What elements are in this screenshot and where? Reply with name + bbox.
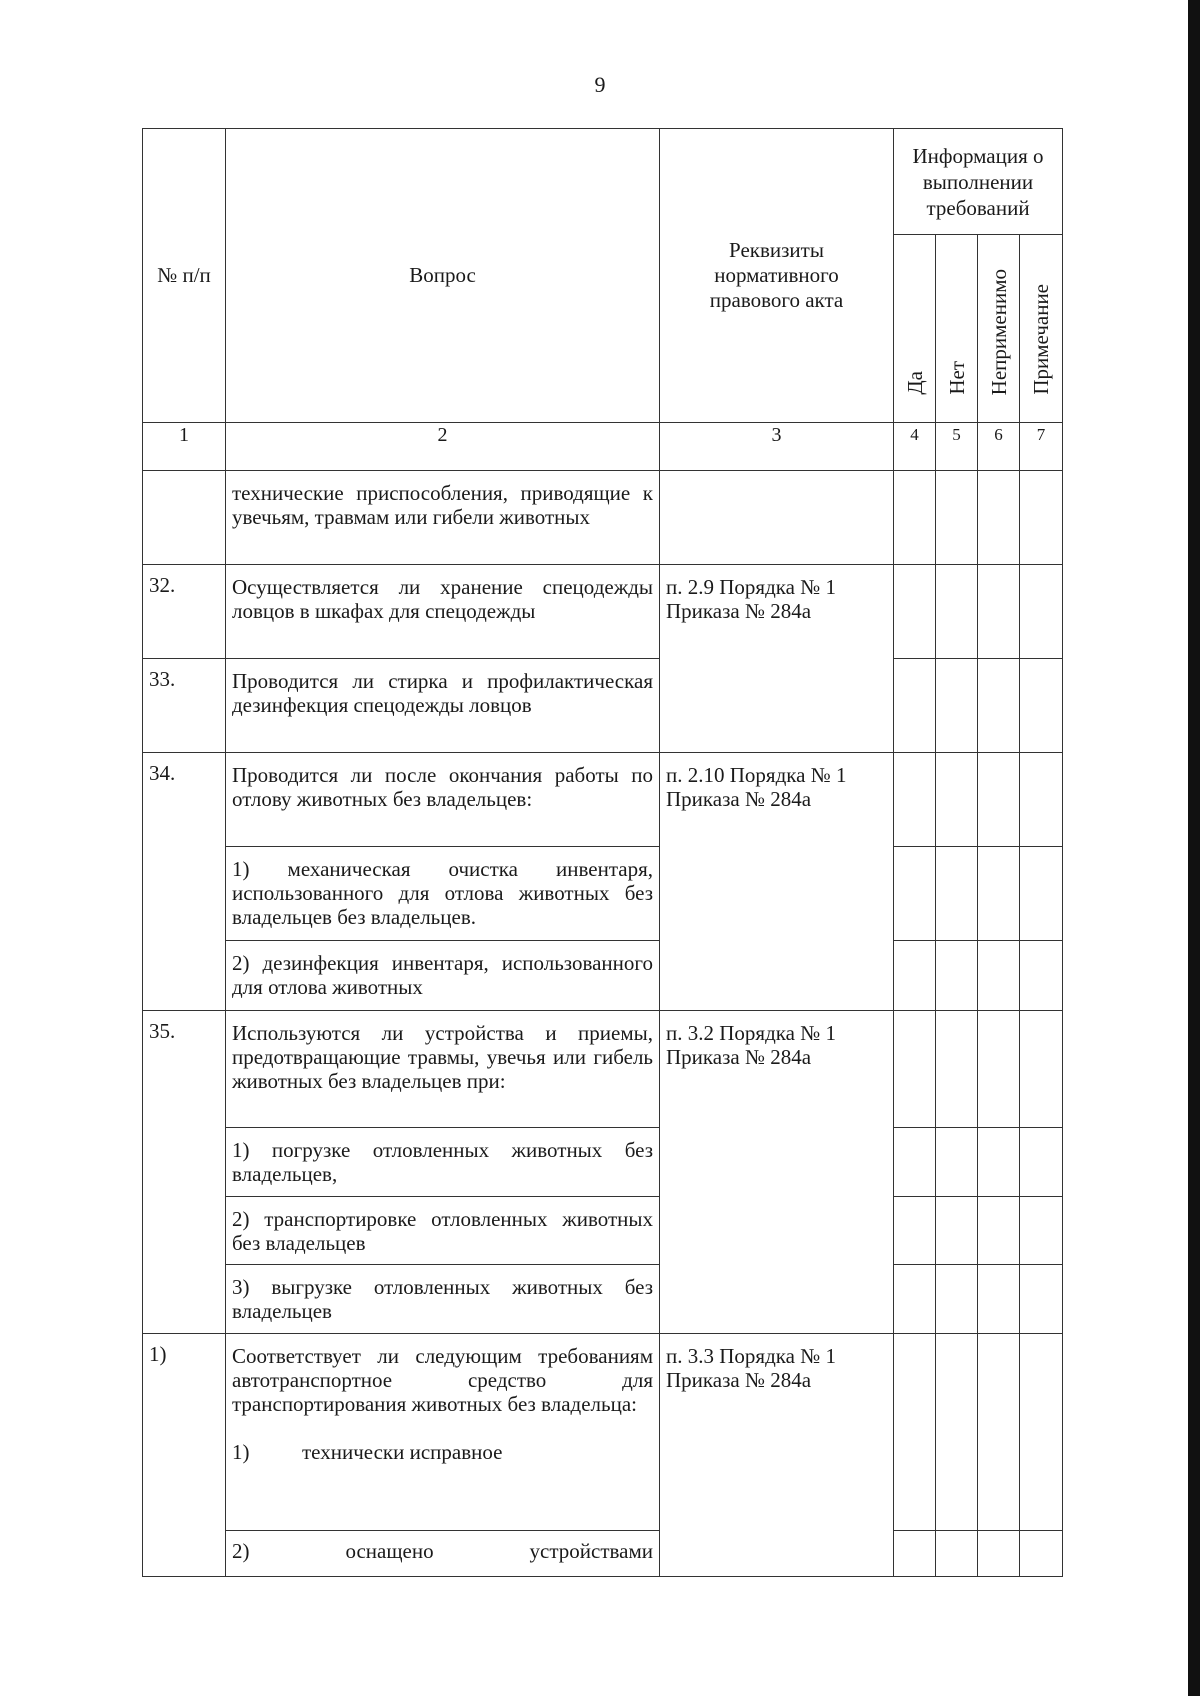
header-reference bbox=[660, 129, 894, 423]
na-cell[interactable] bbox=[978, 1334, 1020, 1531]
na-cell[interactable] bbox=[978, 847, 1020, 941]
table-row bbox=[143, 1334, 1063, 1531]
yes-cell[interactable] bbox=[894, 471, 936, 565]
table-row bbox=[143, 1531, 1063, 1577]
question-cell: 1) механическая очистка инвентаря, использованного для отлова животных без владельцев без владельцев. bbox=[226, 847, 660, 941]
note-cell[interactable] bbox=[1020, 1197, 1063, 1265]
header-note-label: Примечание bbox=[1029, 284, 1053, 395]
reference-cell: п. 2.10 Порядка № 1 Приказа № 284а bbox=[660, 753, 894, 1011]
table-row bbox=[143, 565, 1063, 659]
header-info bbox=[894, 129, 1063, 235]
note-cell[interactable] bbox=[1020, 847, 1063, 941]
na-cell[interactable] bbox=[978, 565, 1020, 659]
yes-cell[interactable] bbox=[894, 1128, 936, 1197]
index-row bbox=[143, 423, 1063, 471]
no-cell[interactable] bbox=[936, 847, 978, 941]
reference-cell: п. 2.9 Порядка № 1 Приказа № 284а bbox=[660, 565, 894, 753]
na-cell[interactable] bbox=[978, 941, 1020, 1011]
no-cell[interactable] bbox=[936, 1265, 978, 1334]
question-text: Соответствует ли следующим требованиям автотранспортное средство для транспортирования животных без владельца: bbox=[232, 1344, 653, 1416]
row-number-cell bbox=[143, 471, 226, 565]
index-cell-7: 7 bbox=[1020, 423, 1063, 471]
header-yes bbox=[894, 235, 936, 423]
yes-cell[interactable] bbox=[894, 941, 936, 1011]
row-number: 1) bbox=[143, 1334, 226, 1577]
na-cell[interactable] bbox=[978, 1531, 1020, 1577]
sub-item-text: технически исправное bbox=[302, 1440, 503, 1464]
note-cell[interactable] bbox=[1020, 659, 1063, 753]
index-cell-6: 6 bbox=[978, 423, 1020, 471]
na-cell[interactable] bbox=[978, 1128, 1020, 1197]
yes-cell[interactable] bbox=[894, 1334, 936, 1531]
table-row bbox=[143, 1011, 1063, 1128]
yes-cell[interactable] bbox=[894, 659, 936, 753]
header-info-text: Информация о выполнении требований bbox=[912, 143, 1044, 220]
na-cell[interactable] bbox=[978, 1197, 1020, 1265]
page-number: 9 bbox=[594, 72, 606, 97]
row-number: 34. bbox=[143, 753, 226, 1011]
sub-item bbox=[232, 1440, 653, 1464]
no-cell[interactable] bbox=[936, 1128, 978, 1197]
question-cell: Осуществляется ли хранение спецодежды ловцов в шкафах для спецодежды bbox=[226, 565, 660, 659]
question-cell: Проводится ли после окончания работы по отлову животных без владельцев: bbox=[226, 753, 660, 847]
note-cell[interactable] bbox=[1020, 1011, 1063, 1128]
question-cell: технические приспособления, приводящие к увечьям, травмам или гибели животных bbox=[226, 471, 660, 565]
header-question: Вопрос bbox=[226, 129, 660, 423]
question-cell: 2) оснащено устройствами bbox=[226, 1531, 660, 1577]
no-cell[interactable] bbox=[936, 1197, 978, 1265]
yes-cell[interactable] bbox=[894, 565, 936, 659]
na-cell[interactable] bbox=[978, 471, 1020, 565]
note-cell[interactable] bbox=[1020, 1265, 1063, 1334]
note-cell[interactable] bbox=[1020, 1531, 1063, 1577]
no-cell[interactable] bbox=[936, 1531, 978, 1577]
row-number: 32. bbox=[143, 565, 226, 659]
question-cell: 2) дезинфекция инвентаря, использованного для отлова животных bbox=[226, 941, 660, 1011]
note-cell[interactable] bbox=[1020, 753, 1063, 847]
yes-cell[interactable] bbox=[894, 753, 936, 847]
reference-cell bbox=[660, 471, 894, 565]
checklist-table bbox=[142, 128, 1063, 1577]
header-row-top bbox=[143, 129, 1063, 235]
header-yes-label: Да bbox=[902, 371, 927, 395]
note-cell[interactable] bbox=[1020, 941, 1063, 1011]
question-cell: Проводится ли стирка и профилактическая дезинфекция спецодежды ловцов bbox=[226, 659, 660, 753]
table-row bbox=[143, 471, 1063, 565]
na-cell[interactable] bbox=[978, 659, 1020, 753]
na-cell[interactable] bbox=[978, 1265, 1020, 1334]
question-cell bbox=[226, 1334, 660, 1531]
yes-cell[interactable] bbox=[894, 1531, 936, 1577]
index-cell-2: 2 bbox=[226, 423, 660, 471]
no-cell[interactable] bbox=[936, 941, 978, 1011]
yes-cell[interactable] bbox=[894, 1011, 936, 1128]
table-row bbox=[143, 1265, 1063, 1334]
header-reference-text: Реквизиты нормативного правового акта bbox=[709, 238, 844, 312]
question-cell: 2) транспортировке отловленных животных без владельцев bbox=[226, 1197, 660, 1265]
table-row bbox=[143, 1197, 1063, 1265]
note-cell[interactable] bbox=[1020, 565, 1063, 659]
no-cell[interactable] bbox=[936, 753, 978, 847]
index-cell-5: 5 bbox=[936, 423, 978, 471]
table-row bbox=[143, 941, 1063, 1011]
table-row bbox=[143, 1128, 1063, 1197]
index-cell-4: 4 bbox=[894, 423, 936, 471]
question-cell: 3) выгрузке отловленных животных без владельцев bbox=[226, 1265, 660, 1334]
header-no-label: Нет bbox=[944, 361, 969, 395]
header-note bbox=[1020, 235, 1063, 423]
reference-cell: п. 3.3 Порядка № 1 Приказа № 284а bbox=[660, 1334, 894, 1577]
index-cell-3: 3 bbox=[660, 423, 894, 471]
sub-item-number: 1) bbox=[232, 1440, 250, 1464]
no-cell[interactable] bbox=[936, 565, 978, 659]
no-cell[interactable] bbox=[936, 1334, 978, 1531]
table-row bbox=[143, 847, 1063, 941]
header-no bbox=[936, 235, 978, 423]
no-cell[interactable] bbox=[936, 1011, 978, 1128]
header-na-label: Неприменимо bbox=[986, 268, 1011, 395]
note-cell[interactable] bbox=[1020, 1334, 1063, 1531]
no-cell[interactable] bbox=[936, 471, 978, 565]
index-cell-1: 1 bbox=[143, 423, 226, 471]
note-cell[interactable] bbox=[1020, 471, 1063, 565]
question-cell: Используются ли устройства и приемы, предотвращающие травмы, увечья или гибель животных без владельцев при: bbox=[226, 1011, 660, 1128]
na-cell[interactable] bbox=[978, 1011, 1020, 1128]
no-cell[interactable] bbox=[936, 659, 978, 753]
row-number: 33. bbox=[143, 659, 226, 753]
yes-cell[interactable] bbox=[894, 1265, 936, 1334]
row-number: 35. bbox=[143, 1011, 226, 1334]
note-cell[interactable] bbox=[1020, 1128, 1063, 1197]
yes-cell[interactable] bbox=[894, 847, 936, 941]
question-cell: 1) погрузке отловленных животных без владельцев, bbox=[226, 1128, 660, 1197]
yes-cell[interactable] bbox=[894, 1197, 936, 1265]
scan-edge bbox=[1188, 0, 1200, 1696]
reference-cell: п. 3.2 Порядка № 1 Приказа № 284а bbox=[660, 1011, 894, 1334]
na-cell[interactable] bbox=[978, 753, 1020, 847]
table-row bbox=[143, 753, 1063, 847]
table-row bbox=[143, 659, 1063, 753]
header-na bbox=[978, 235, 1020, 423]
header-num: № п/п bbox=[143, 129, 226, 423]
